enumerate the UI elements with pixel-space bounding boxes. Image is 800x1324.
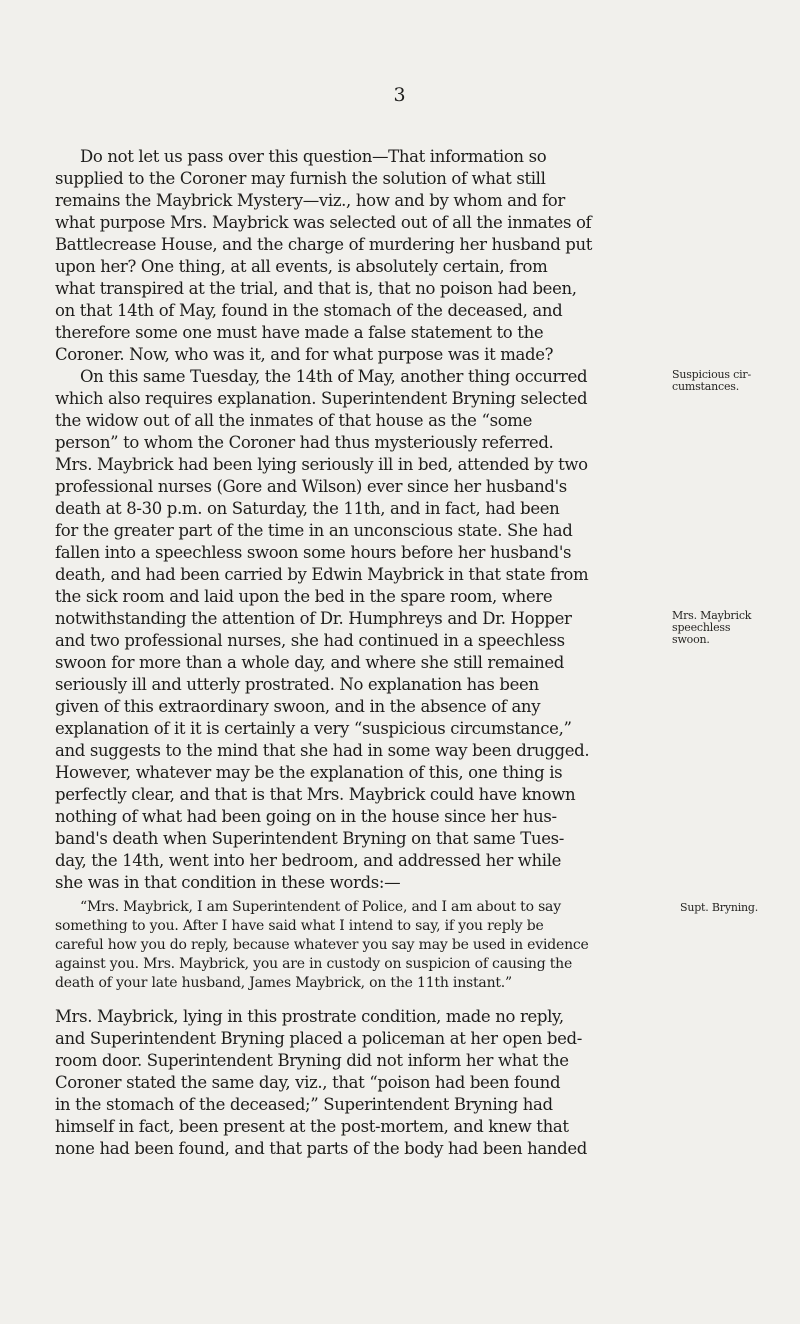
margin-note-line: swoon. bbox=[672, 633, 710, 646]
margin-note-line: Mrs. Maybrick bbox=[672, 609, 752, 622]
text-line: none had been found, and that parts of the body had been handed bbox=[55, 1139, 587, 1158]
text-line: Coroner stated the same day, viz., that “poison had been found bbox=[55, 1073, 561, 1092]
text-line: “Mrs. Maybrick, I am Superintendent of Police, and I am about to say bbox=[80, 899, 561, 915]
text-line: given of this extraordinary swoon, and in the absence of any bbox=[55, 697, 541, 716]
text-line: swoon for more than a whole day, and where she still remained bbox=[55, 653, 564, 672]
text-line: person” to whom the Coroner had thus mysteriously referred. bbox=[55, 433, 554, 452]
text-line: she was in that condition in these words:— bbox=[55, 873, 401, 892]
margin-note-line: Suspicious cir- bbox=[672, 368, 752, 381]
text-line: fallen into a speechless swoon some hours before her husband's bbox=[55, 543, 572, 562]
text-line: death of your late husband, James Maybrick, on the 11th instant.” bbox=[55, 975, 513, 991]
text-line: remains the Maybrick Mystery—viz., how and by whom and for bbox=[55, 191, 565, 210]
margin-note-line: Supt. Bryning. bbox=[680, 901, 759, 914]
text-line: Mrs. Maybrick had been lying seriously ill in bed, attended by two bbox=[55, 455, 588, 474]
text-line: which also requires explanation. Superintendent Bryning selected bbox=[55, 389, 588, 408]
text-line: and two professional nurses, she had continued in a speechless bbox=[55, 631, 565, 650]
text-line: supplied to the Coroner may furnish the solution of what still bbox=[55, 169, 546, 188]
text-line: band's death when Superintendent Bryning on that same Tues- bbox=[55, 829, 564, 848]
page-number: 3 bbox=[393, 84, 407, 106]
text-line: notwithstanding the attention of Dr. Humphreys and Dr. Hopper bbox=[55, 609, 572, 628]
text-line: and Superintendent Bryning placed a policeman at her open bed- bbox=[55, 1029, 582, 1048]
text-line: nothing of what had been going on in the house since her hus- bbox=[55, 807, 557, 826]
text-line: the sick room and laid upon the bed in the spare room, where bbox=[55, 587, 553, 606]
text-line: Coroner. Now, who was it, and for what purpose was it made? bbox=[55, 345, 554, 364]
text-line: against you. Mrs. Maybrick, you are in custody on suspicion of causing the bbox=[55, 956, 573, 972]
text-line: However, whatever may be the explanation of this, one thing is bbox=[55, 763, 563, 782]
text-line: death, and had been carried by Edwin Maybrick in that state from bbox=[55, 565, 589, 584]
text-line: professional nurses (Gore and Wilson) ever since her husband's bbox=[55, 477, 567, 496]
margin-note-bryning bbox=[680, 902, 758, 914]
text-line: the widow out of all the inmates of that house as the “some bbox=[55, 411, 532, 430]
text-line: Do not let us pass over this question—That information so bbox=[80, 147, 547, 166]
text-line: Mrs. Maybrick, lying in this prostrate condition, made no reply, bbox=[55, 1007, 564, 1026]
margin-note-line: cumstances. bbox=[672, 380, 739, 393]
text-line: therefore some one must have made a false statement to the bbox=[55, 323, 544, 342]
text-line: explanation of it it is certainly a very “suspicious circumstance,” bbox=[55, 719, 572, 738]
text-line: for the greater part of the time in an unconscious state. She had bbox=[55, 521, 573, 540]
text-line: careful how you do reply, because whatever you say may be used in evidence bbox=[55, 937, 589, 953]
margin-note-suspicious bbox=[672, 369, 751, 393]
margin-note-speechless bbox=[672, 610, 751, 646]
text-line: upon her? One thing, at all events, is absolutely certain, from bbox=[55, 257, 548, 276]
text-line: himself in fact, been present at the post-mortem, and knew that bbox=[55, 1117, 569, 1136]
text-line: seriously ill and utterly prostrated. No explanation has been bbox=[55, 675, 539, 694]
text-line: what transpired at the trial, and that is, that no poison had been, bbox=[55, 279, 577, 298]
text-line: On this same Tuesday, the 14th of May, another thing occurred bbox=[80, 367, 588, 386]
text-line: death at 8-30 p.m. on Saturday, the 11th, and in fact, had been bbox=[55, 499, 560, 518]
text-line: day, the 14th, went into her bedroom, and addressed her while bbox=[55, 851, 562, 870]
margin-note-line: speechless bbox=[672, 621, 731, 634]
text-line: and suggests to the mind that she had in some way been drugged. bbox=[55, 741, 590, 760]
text-line: room door. Superintendent Bryning did not inform her what the bbox=[55, 1051, 569, 1070]
text-line: what purpose Mrs. Maybrick was selected out of all the inmates of bbox=[55, 213, 592, 232]
text-line: Battlecrease House, and the charge of murdering her husband put bbox=[55, 235, 593, 254]
text-line: in the stomach of the deceased;” Superintendent Bryning had bbox=[55, 1095, 553, 1114]
text-line: perfectly clear, and that is that Mrs. Maybrick could have known bbox=[55, 785, 576, 804]
text-line: something to you. After I have said what I intend to say, if you reply be bbox=[55, 918, 544, 934]
text-line: on that 14th of May, found in the stomach of the deceased, and bbox=[55, 301, 563, 320]
